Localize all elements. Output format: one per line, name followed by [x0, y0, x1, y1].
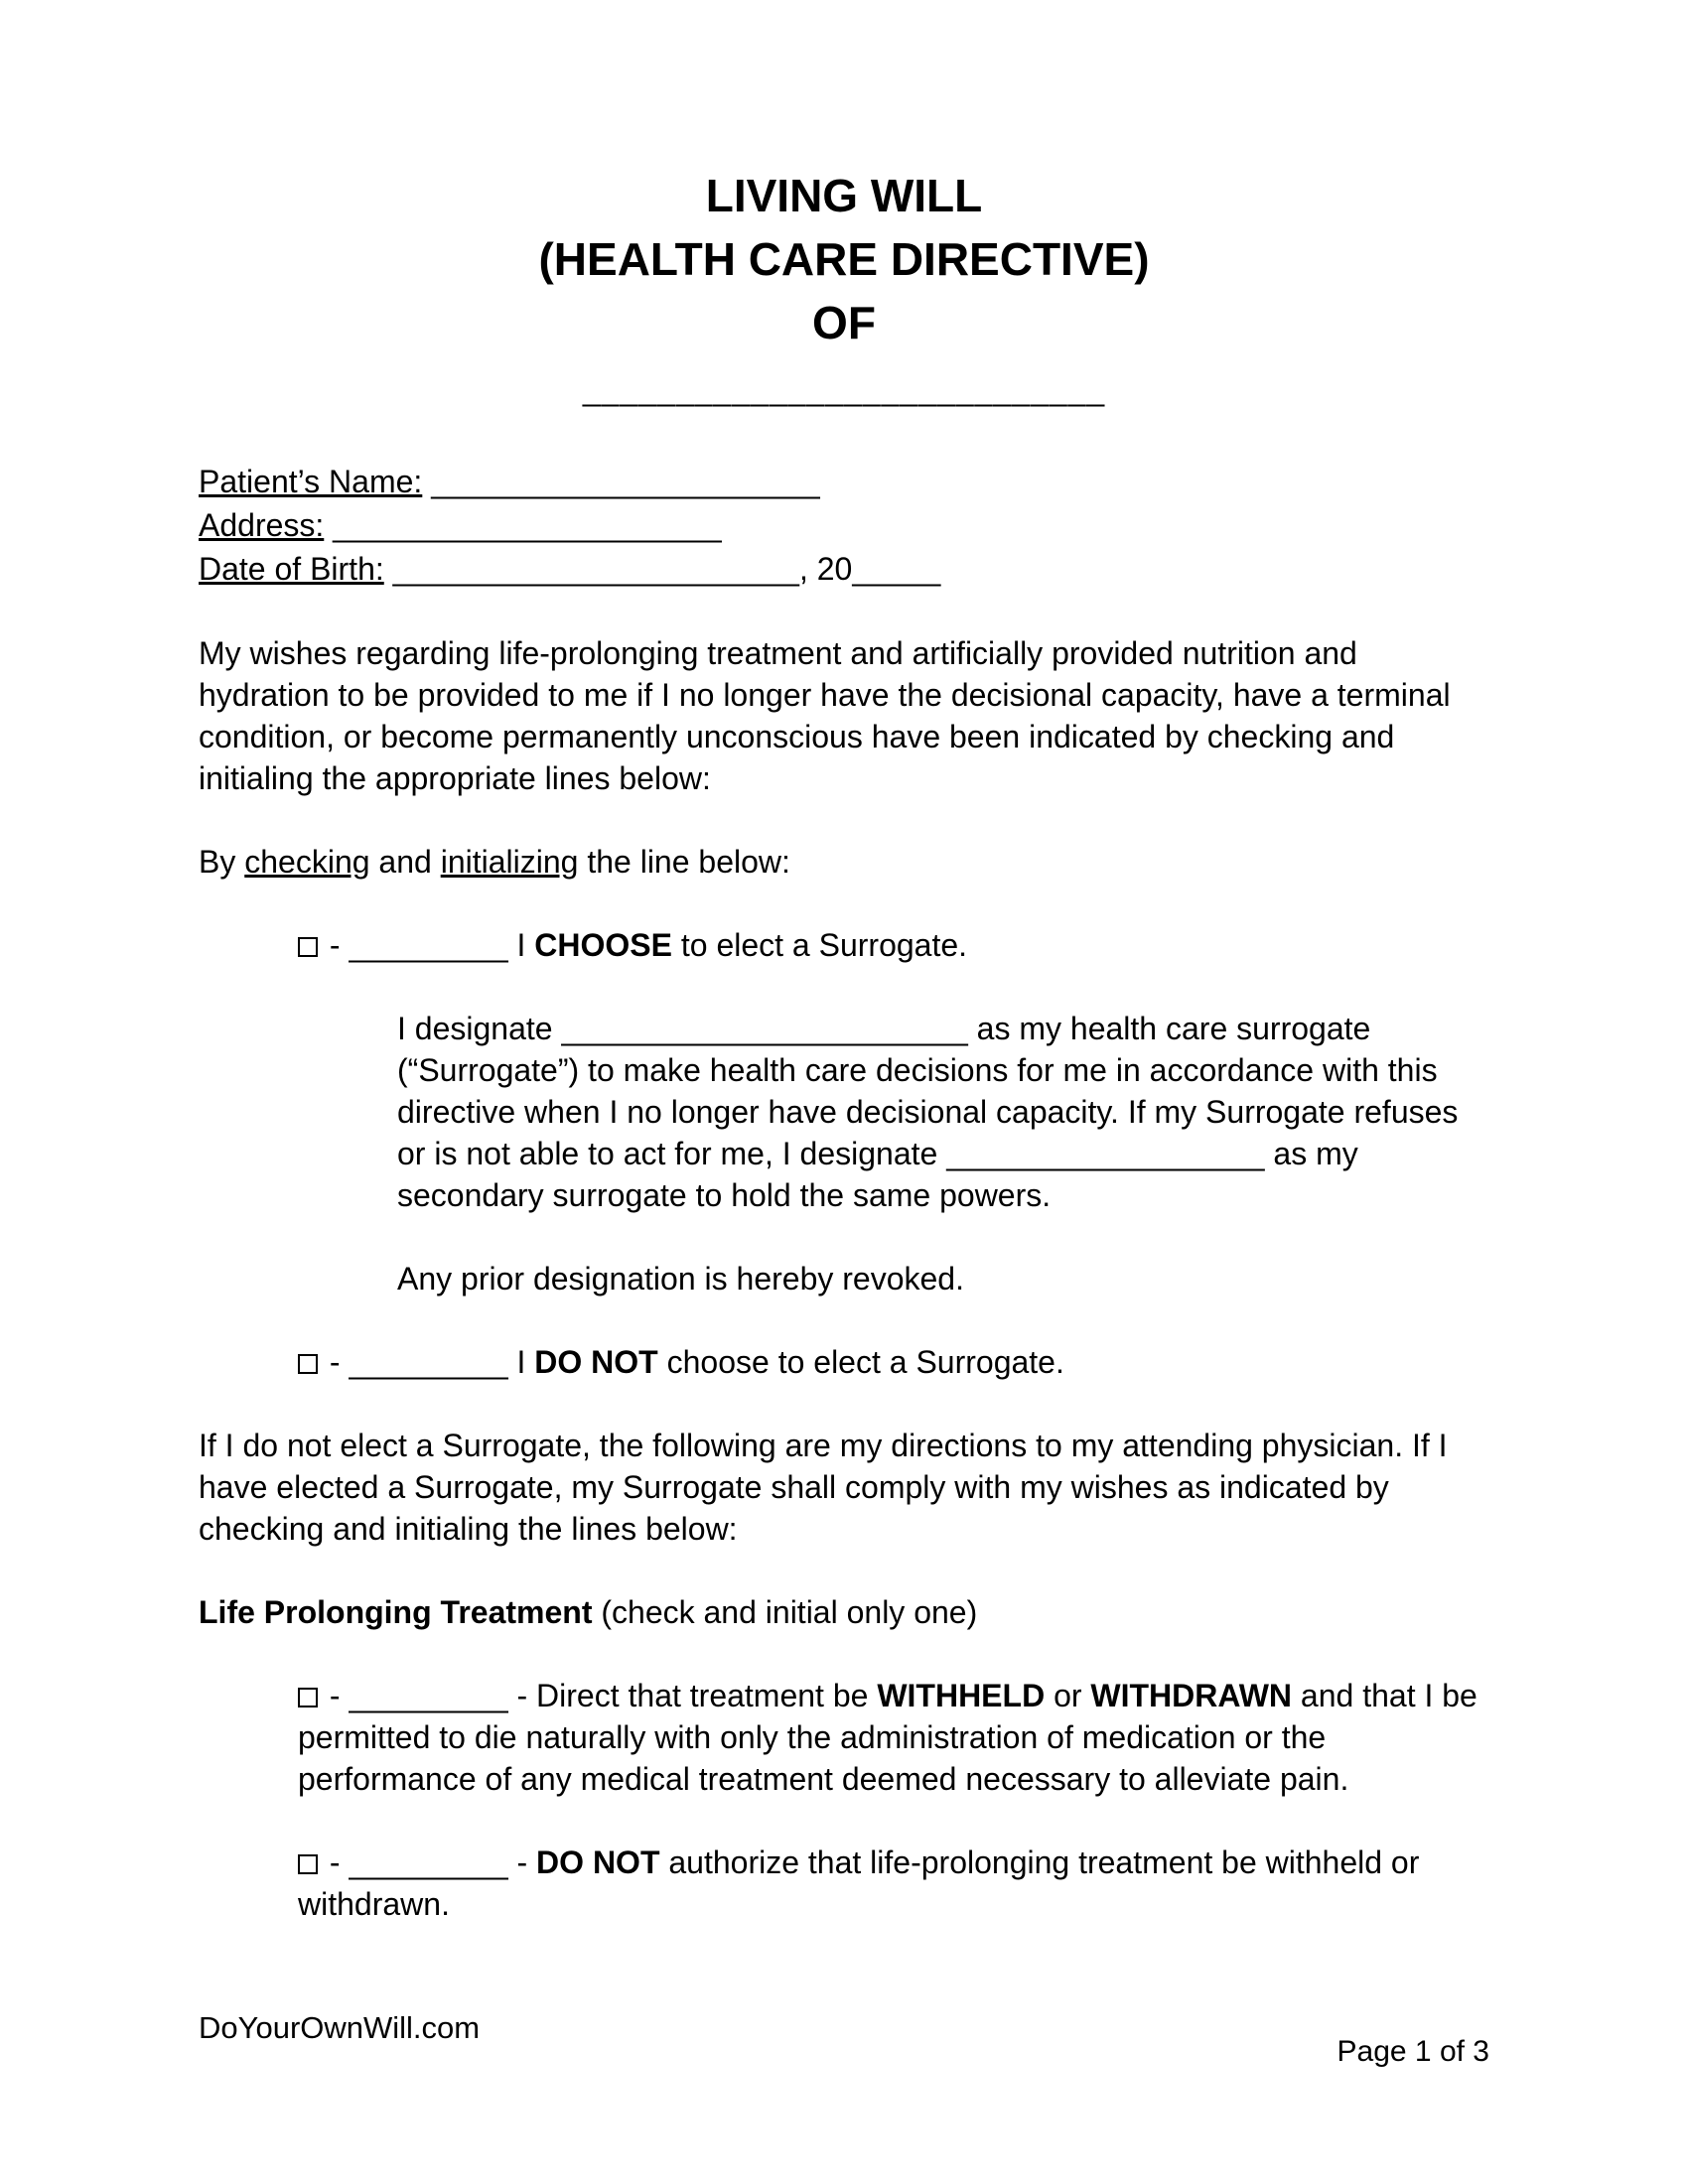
donot-dash: -	[321, 1344, 350, 1380]
by-line-seg-2: and	[369, 844, 441, 880]
choose-bold: CHOOSE	[534, 927, 672, 963]
title-line-1: LIVING WILL	[705, 170, 983, 221]
donot-treatment-item	[199, 1842, 1489, 1925]
choose-dash: -	[321, 927, 350, 963]
designate-paragraph	[199, 1008, 1489, 1216]
patient-address-line	[199, 503, 1489, 547]
donot-initials-field[interactable]: _________	[349, 1344, 508, 1380]
patient-dob-label: Date of Birth:	[199, 551, 384, 587]
withheld-bold-2: WITHDRAWN	[1090, 1678, 1293, 1713]
designate-seg-3: as my secondary surrogate to hold the same powers.	[397, 1136, 1358, 1213]
choose-mid: I	[507, 927, 535, 963]
page-footer	[199, 2007, 1489, 2073]
designate-seg-1: I designate	[397, 1011, 562, 1046]
donot-mid: I	[507, 1344, 535, 1380]
donot-treatment-dash: -	[321, 1844, 350, 1880]
withheld-treatment-item	[199, 1675, 1489, 1800]
patient-address-field[interactable]: ______________________	[333, 507, 722, 543]
patient-info-block	[199, 460, 1489, 591]
donot-suffix: choose to elect a Surrogate.	[657, 1344, 1064, 1380]
withheld-dash: -	[321, 1678, 350, 1713]
patient-dob-line	[199, 547, 1489, 591]
by-line-seg-3: the line below:	[578, 844, 790, 880]
by-checking-line	[199, 841, 1489, 883]
title-line-3: OF	[812, 297, 876, 348]
by-line-checking: checking	[244, 844, 370, 880]
donot-treatment-checkbox-icon[interactable]	[298, 1854, 318, 1874]
choose-suffix: to elect a Surrogate.	[671, 927, 968, 963]
title-line-2: (HEALTH CARE DIRECTIVE)	[538, 233, 1150, 285]
by-line-initializing: initializing	[440, 844, 579, 880]
dob-year-field[interactable]: _____	[852, 551, 941, 587]
donot-treatment-bold: DO NOT	[536, 1844, 660, 1880]
directions-paragraph: If I do not elect a Surrogate, the following are my directions to my attending physician. If I have elected a Surrogate, my Surrogate shall comply with my wishes as indicated by checking and initialing the lines below:	[199, 1428, 1448, 1547]
patient-address-label: Address:	[199, 507, 325, 543]
revoked-line: Any prior designation is hereby revoked.	[397, 1261, 964, 1297]
withheld-seg-2: or	[1045, 1678, 1091, 1713]
withheld-rest: and that I be permitted to die naturally with only the administration of medication or the performance of any medical treatment deemed necessary to alleviate pain.	[298, 1678, 1477, 1797]
life-prolonging-heading	[199, 1591, 1489, 1633]
patient-name-label: Patient’s Name:	[199, 464, 423, 499]
withheld-bold-1: WITHHELD	[877, 1678, 1046, 1713]
by-line-seg-1: By	[199, 844, 245, 880]
surrogate-name-field[interactable]: _______________________	[561, 1011, 968, 1046]
declarant-name-field[interactable]: ____________________________	[582, 371, 1106, 407]
donot-treatment-mid: -	[507, 1844, 537, 1880]
donot-surrogate-item	[199, 1341, 1489, 1383]
withheld-checkbox-icon[interactable]	[298, 1688, 318, 1707]
document-title	[199, 164, 1489, 354]
choose-surrogate-checkbox-icon[interactable]	[298, 937, 318, 957]
dob-year-prefix: , 20	[798, 551, 853, 587]
choose-initials-field[interactable]: _________	[349, 927, 508, 963]
designate-seg-2: as my health care surrogate (“Surrogate”) to make health care decisions for me in accordance with this directive when I no longer have decisional capacity. If my Surrogate refuses or is not able to act for me, I designate	[397, 1011, 1459, 1171]
donot-surrogate-checkbox-icon[interactable]	[298, 1354, 318, 1374]
patient-name-line	[199, 460, 1489, 503]
life-prolonging-heading-bold: Life Prolonging Treatment	[199, 1594, 593, 1630]
donot-bold: DO NOT	[534, 1344, 658, 1380]
choose-surrogate-item	[199, 924, 1489, 966]
donot-treatment-rest: authorize that life-prolonging treatment be withheld or withdrawn.	[298, 1844, 1420, 1922]
patient-name-field[interactable]: ______________________	[431, 464, 820, 499]
withheld-mid: - Direct that treatment be	[507, 1678, 878, 1713]
intro-paragraph: My wishes regarding life-prolonging treatment and artificially provided nutrition and hydration to be provided to me if I no longer have the decisional capacity, have a terminal condition, or become permanently unconscious have been indicated by checking and initialing the appropriate lines below:	[199, 635, 1451, 796]
footer-site-name: DoYourOwnWill.com	[199, 2010, 481, 2045]
page-number: Page 1 of 3	[1336, 2035, 1489, 2068]
donot-treatment-initials-field[interactable]: _________	[349, 1844, 508, 1880]
life-prolonging-heading-rest: (check and initial only one)	[592, 1594, 978, 1630]
withheld-initials-field[interactable]: _________	[349, 1678, 508, 1713]
secondary-surrogate-field[interactable]: __________________	[946, 1136, 1265, 1171]
patient-dob-field[interactable]: _______________________	[392, 551, 799, 587]
